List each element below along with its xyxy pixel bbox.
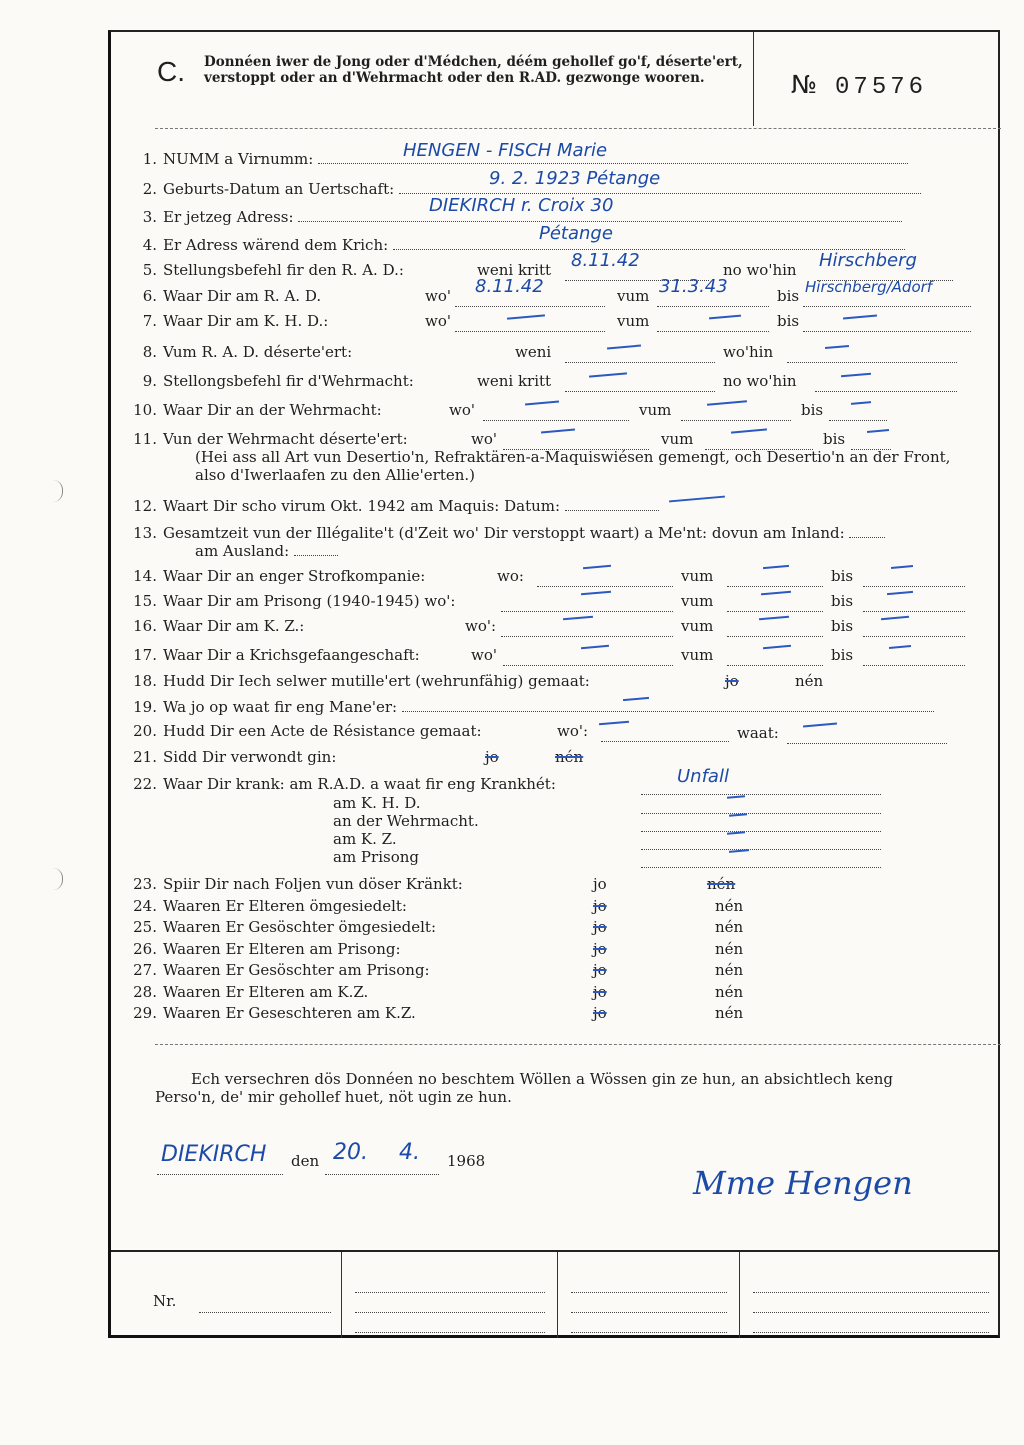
handwritten-dash	[707, 400, 747, 405]
row-label: Waar Dir a Krichsgefaangeschaft:	[163, 646, 420, 664]
label-datum: Datum:	[504, 497, 561, 515]
handwritten-birth: 9. 2. 1923 Pétange	[489, 168, 661, 189]
fill-line[interactable]	[863, 572, 965, 587]
handwritten-dash	[731, 428, 767, 433]
box-line[interactable]	[571, 1278, 727, 1293]
section-rule	[155, 1044, 1001, 1045]
row-number: 26.	[133, 940, 157, 958]
fill-line[interactable]	[681, 406, 791, 421]
label-wo: wo'	[449, 401, 475, 419]
fill-line[interactable]	[849, 523, 885, 538]
printed-year: 1968	[447, 1152, 486, 1170]
row-label: Waar Dir am K. Z.:	[163, 617, 305, 635]
row-label: Stellongsbefehl fir d'Wehrmacht:	[163, 372, 414, 390]
box-line[interactable]	[355, 1318, 545, 1333]
row-label: Er jetzeg Adress:	[163, 208, 294, 226]
label-bis: bis	[777, 312, 800, 330]
handwritten-rad-date: 8.11.42	[571, 250, 640, 271]
declaration-text: Ech versechren dös Donnéen no beschtem Wöllen a Wössen gin ze hun, an absichtlech keng Perso'n, de' mir gehollef huet, nöt ugin ze hun.	[155, 1070, 893, 1106]
fill-line[interactable]	[727, 572, 823, 587]
row-24	[123, 897, 407, 915]
row-12	[123, 496, 659, 515]
handwritten-dash	[889, 645, 911, 649]
fill-line[interactable]	[657, 317, 769, 332]
fill-line[interactable]	[565, 496, 659, 511]
label-bis: bis	[801, 401, 824, 419]
row-number: 12.	[133, 497, 157, 515]
row-label: Waaren Er Gesöschter am Prisong:	[163, 961, 430, 979]
option-nen-struck[interactable]: nén	[555, 748, 584, 766]
fill-line[interactable]	[863, 651, 965, 666]
handwritten-dash	[583, 565, 611, 569]
form-number	[791, 70, 927, 101]
label-vum: vum	[681, 617, 714, 635]
row-label: Hudd Dir een Acte de Résistance gemaat:	[163, 722, 482, 740]
row-number: 15.	[133, 592, 157, 610]
form-sheet	[108, 30, 1000, 1338]
row-number: 10.	[133, 401, 157, 419]
fill-line[interactable]	[787, 348, 957, 363]
box-line[interactable]	[753, 1298, 989, 1313]
row-label: Waart Dir scho virum Okt. 1942 am Maquis:	[163, 497, 500, 515]
fill-line[interactable]	[863, 597, 965, 612]
option-jo-struck[interactable]: jo	[593, 1004, 607, 1022]
row-23	[123, 875, 463, 893]
section-letter: C.	[157, 56, 185, 87]
handwritten-war-address: Pétange	[539, 223, 613, 244]
box-line[interactable]	[571, 1298, 727, 1313]
label-bis: bis	[831, 592, 854, 610]
row-label: Waar Dir an der Wehrmacht:	[163, 401, 382, 419]
nr-line[interactable]	[199, 1298, 331, 1313]
row-5	[123, 261, 404, 279]
signature: Mme Hengen	[693, 1164, 913, 1202]
label-wohin: wo'hin	[723, 343, 774, 361]
fill-line[interactable]	[641, 835, 881, 850]
label-bis: bis	[831, 646, 854, 664]
row-19	[123, 697, 934, 716]
handwritten-month: 4.	[399, 1140, 420, 1165]
fill-line[interactable]	[641, 817, 881, 832]
option-nen[interactable]: nén	[715, 1004, 744, 1022]
fill-line[interactable]	[501, 597, 673, 612]
fill-line[interactable]	[727, 622, 823, 637]
handwritten-address: DIEKIRCH r. Croix 30	[429, 195, 614, 216]
label-vum: vum	[617, 287, 650, 305]
row-number: 8.	[142, 343, 157, 361]
label-wo: wo:	[497, 567, 524, 585]
label-vum: vum	[681, 592, 714, 610]
form-number-value: 07576	[835, 74, 928, 101]
handwritten-dash	[763, 645, 791, 649]
option-nen[interactable]: nén	[715, 918, 744, 936]
handwritten-illness: Unfall	[677, 766, 729, 787]
label-bis: bis	[823, 430, 846, 448]
option-jo-struck[interactable]: jo	[725, 672, 739, 690]
row-number: 19.	[133, 698, 157, 716]
option-nen[interactable]: nén	[715, 983, 744, 1001]
handwritten-dash	[525, 401, 559, 406]
punch-hole-mark	[52, 480, 63, 502]
handwritten-dash	[887, 591, 913, 595]
row-label: Er Adress wärend dem Krich:	[163, 236, 389, 254]
row-number: 9.	[142, 372, 157, 390]
label-wo: wo'	[425, 287, 451, 305]
option-jo-struck[interactable]: jo	[593, 983, 607, 1001]
option-nen-struck[interactable]: nén	[707, 875, 736, 893]
row-6	[123, 287, 321, 305]
label-wo: wo':	[465, 617, 497, 635]
header-description: Donnéen iwer de Jong oder d'Médchen, déém gehollef go'f, déserte'ert, verstoppt oder an d'Wehrmacht oder den R.AD. gezwonge wooren.	[204, 54, 743, 86]
option-jo-struck[interactable]: jo	[593, 961, 607, 979]
label-wo: wo':	[424, 592, 456, 610]
row-label: Waaren Er Gesöschter ömgesiedelt:	[163, 918, 437, 936]
row-label: Waar Dir krank: am R.A.D. a waat fir eng Krankhét:	[163, 775, 556, 793]
handwritten-rad-to: 31.3.43	[659, 276, 728, 297]
box-line[interactable]	[355, 1278, 545, 1293]
sub-label-prisong: am Prisong	[333, 848, 419, 866]
handwritten-dash	[563, 616, 593, 621]
box-line[interactable]	[753, 1318, 989, 1333]
box-line[interactable]	[571, 1318, 727, 1333]
row-number: 6.	[142, 287, 157, 305]
handwritten-dash	[851, 401, 871, 405]
box-divider	[341, 1252, 342, 1338]
row-label: NUMM a Virnumm:	[163, 150, 314, 168]
row-label: Gesamtzeit vun der Illégalite't (d'Zeit wo' Dir verstoppt waart) a Me'nt: dovun am Inland:	[163, 524, 845, 542]
handwritten-dash	[891, 565, 913, 569]
row-label: Sidd Dir verwondt gin:	[163, 748, 337, 766]
row-11-note: (Hei ass all Art vun Desertio'n, Refraktären-a-Maquiswiésen gemengt, och Desertio'n an der Front, also d'Iwerlaafen zu den Allie'erten.)	[195, 448, 951, 484]
row-label: Waaren Er Elteren am Prisong:	[163, 940, 401, 958]
option-jo[interactable]: jo	[593, 875, 607, 893]
option-jo-struck[interactable]: jo	[593, 897, 607, 915]
row-number: 2.	[142, 180, 157, 198]
handwritten-dash	[759, 616, 789, 621]
handwritten-dash	[541, 429, 575, 434]
handwritten-dash	[803, 723, 837, 728]
row-number: 20.	[133, 722, 157, 740]
row-label: Waar Dir am Prisong (1940-1945)	[163, 592, 420, 610]
row-number: 21.	[133, 748, 157, 766]
row-13-abroad	[195, 541, 338, 560]
label-wo: wo'	[471, 430, 497, 448]
row-number: 11.	[133, 430, 157, 448]
label-vum: vum	[681, 646, 714, 664]
row-label: Vun der Wehrmacht déserte'ert:	[163, 430, 408, 448]
handwritten-dash	[761, 591, 791, 596]
row-21	[123, 748, 336, 766]
label-weni: weni	[515, 343, 552, 361]
label-weni-kritt: weni kritt	[477, 372, 552, 390]
label-den: den	[291, 1152, 320, 1170]
row-label: Waar Dir an enger Strofkompanie:	[163, 567, 426, 585]
form-header	[111, 32, 998, 128]
row-label: Geburts-Datum an Uertschaft:	[163, 180, 395, 198]
option-jo-struck[interactable]: jo	[593, 940, 607, 958]
row-label: Spiir Dir nach Foljen vun döser Kränkt:	[163, 875, 463, 893]
handwritten-dash	[581, 591, 611, 596]
handwritten-name: HENGEN - FISCH Marie	[403, 140, 608, 161]
option-nen[interactable]: nén	[795, 672, 824, 690]
header-rule	[155, 128, 1001, 129]
row-number: 5.	[142, 261, 157, 279]
fill-line[interactable]	[503, 651, 673, 666]
fill-line[interactable]	[815, 377, 957, 392]
sub-label-khd: am K. H. D.	[333, 794, 421, 812]
handwritten-dash	[581, 645, 609, 649]
row-label: Waaren Er Elteren am K.Z.	[163, 983, 369, 1001]
row-label: Waaren Er Elteren ömgesiedelt:	[163, 897, 407, 915]
row-label: Hudd Dir Iech selwer mutille'ert (wehrunfähig) gemaat:	[163, 672, 590, 690]
row-number: 18.	[133, 672, 157, 690]
handwritten-dash	[669, 496, 725, 503]
fill-line[interactable]	[829, 406, 887, 421]
option-nen[interactable]: nén	[715, 940, 744, 958]
fill-line[interactable]	[803, 317, 971, 332]
handwritten-day: 20.	[333, 1140, 368, 1165]
row-17	[123, 646, 420, 664]
handwritten-place: DIEKIRCH	[161, 1142, 267, 1167]
sub-label-kz: am K. Z.	[333, 830, 397, 848]
label-waat: waat:	[737, 724, 779, 742]
row-4	[123, 235, 905, 254]
fill-line[interactable]	[727, 651, 823, 666]
handwritten-rad-place: Hirschberg/Adorf	[805, 278, 933, 296]
fill-line[interactable]	[501, 622, 673, 637]
row-7	[123, 312, 328, 330]
punch-hole-mark	[52, 868, 63, 890]
row-16	[123, 617, 304, 635]
box-divider	[739, 1252, 740, 1338]
label-vum: vum	[639, 401, 672, 419]
option-nen[interactable]: nén	[715, 961, 744, 979]
handwritten-dash	[763, 565, 789, 569]
label-weni-kritt: weni kritt	[477, 261, 552, 279]
label-vum: vum	[681, 567, 714, 585]
handwritten-dash	[599, 721, 629, 726]
row-number: 13.	[133, 524, 157, 542]
label-nr: Nr.	[153, 1292, 177, 1310]
fill-line[interactable]	[641, 799, 881, 814]
label-vum: vum	[617, 312, 650, 330]
row-number: 28.	[133, 983, 157, 1001]
box-divider	[557, 1252, 558, 1338]
row-28	[123, 983, 368, 1001]
row-27	[123, 961, 430, 979]
row-number: 14.	[133, 567, 157, 585]
fill-line[interactable]	[641, 853, 881, 868]
row-25	[123, 918, 436, 936]
row-9	[123, 372, 414, 390]
handwritten-dash	[867, 429, 889, 433]
sub-label-wehrmacht: an der Wehrmacht.	[333, 812, 479, 830]
row-number: 3.	[142, 208, 157, 226]
label-bis: bis	[831, 617, 854, 635]
row-number: 22.	[133, 775, 157, 793]
row-26	[123, 940, 401, 958]
label-wo: wo'	[425, 312, 451, 330]
fill-line[interactable]	[565, 377, 715, 392]
row-number: 1.	[142, 150, 157, 168]
fill-line[interactable]	[294, 541, 338, 556]
option-jo-struck[interactable]: jo	[485, 748, 499, 766]
row-number: 7.	[142, 312, 157, 330]
option-jo-struck[interactable]: jo	[593, 918, 607, 936]
label-am-ausland: am Ausland:	[195, 542, 290, 560]
row-label: Vum R. A. D. déserte'ert:	[163, 343, 353, 361]
fill-line[interactable]	[483, 406, 629, 421]
label-bis: bis	[831, 567, 854, 585]
row-label: Stellungsbefehl fir den R. A. D.:	[163, 261, 404, 279]
row-number: 24.	[133, 897, 157, 915]
label-no-wohin: no wo'hin	[723, 372, 797, 390]
row-number: 27.	[133, 961, 157, 979]
row-label: Waar Dir am R. A. D.	[163, 287, 322, 305]
row-11	[123, 430, 408, 448]
label-wo: wo'	[471, 646, 497, 664]
header-divider	[753, 32, 754, 126]
row-8	[123, 343, 352, 361]
row-label: Wa jo op waat fir eng Mane'er:	[163, 698, 398, 716]
fill-line[interactable]	[601, 727, 729, 742]
label-wo: wo':	[557, 722, 589, 740]
fill-line[interactable]	[402, 697, 934, 712]
row-13	[123, 523, 885, 542]
row-18	[123, 672, 590, 690]
handwritten-rad-from: 8.11.42	[475, 276, 544, 297]
label-bis: bis	[777, 287, 800, 305]
fill-line[interactable]	[863, 622, 965, 637]
fill-line[interactable]	[727, 597, 823, 612]
label-no-wohin: no wo'hin	[723, 261, 797, 279]
handwritten-dash	[881, 616, 909, 620]
box-line[interactable]	[753, 1278, 989, 1293]
row-number: 29.	[133, 1004, 157, 1022]
label-vum: vum	[661, 430, 694, 448]
row-number: 16.	[133, 617, 157, 635]
row-number: 23.	[133, 875, 157, 893]
office-box	[111, 1250, 998, 1338]
row-number: 17.	[133, 646, 157, 664]
fill-line[interactable]	[393, 235, 905, 250]
fill-line[interactable]	[565, 348, 715, 363]
box-line[interactable]	[355, 1298, 545, 1313]
fill-line[interactable]	[455, 317, 605, 332]
fill-line[interactable]	[787, 729, 947, 744]
handwritten-destination: Hirschberg	[819, 250, 917, 271]
row-20	[123, 722, 482, 740]
number-symbol: №	[791, 70, 818, 99]
option-nen[interactable]: nén	[715, 897, 744, 915]
row-15	[123, 592, 455, 610]
row-label: Waar Dir am K. H. D.:	[163, 312, 329, 330]
row-number: 4.	[142, 236, 157, 254]
fill-line[interactable]	[537, 572, 673, 587]
row-29	[123, 1004, 416, 1022]
row-label: Waaren Er Geseschteren am K.Z.	[163, 1004, 416, 1022]
row-22	[123, 775, 556, 793]
row-number: 25.	[133, 918, 157, 936]
row-14	[123, 567, 425, 585]
row-10	[123, 401, 382, 419]
